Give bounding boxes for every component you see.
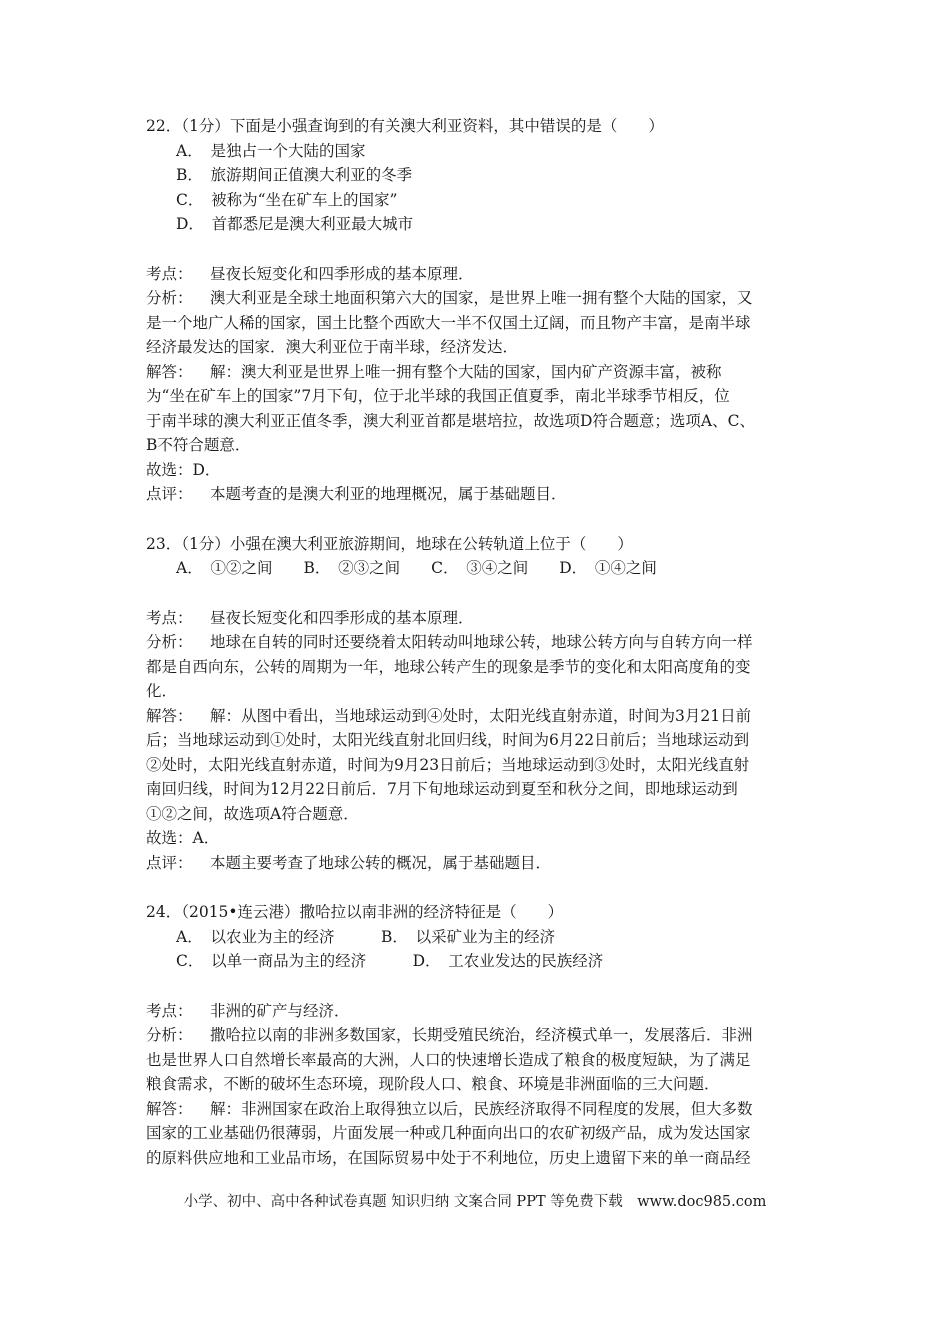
q24-options-cd: C． 以单一商品为主的经济 D． 工农业发达的民族经济 — [176, 952, 604, 970]
q24-jieda-1: 解答： 解：非洲国家在政治上取得独立以后，民族经济取得不同程度的发展，但大多数 — [146, 1099, 753, 1118]
q22-jieda-2: 为“坐在矿车上的国家”7月下旬，位于北半球的我国正值夏季，南北半球季节相反，位 — [146, 387, 730, 405]
q23-options: A． ①②之间 B． ②③之间 C． ③④之间 D． ①④之间 — [176, 559, 657, 577]
q23-jieda-3: ②处时，太阳光线直射赤道，时间为9月23日前后；当地球运动到③处时，太阳光线直射 — [146, 755, 750, 774]
page-footer: 小学、初中、高中各种试卷真题 知识归纳 文案合同 PPT 等免费下载 www.doc985.com — [183, 1194, 767, 1210]
q24-options-ab: A． 以农业为主的经济 B． 以采矿业为主的经济 — [176, 927, 556, 946]
q22-fenxi-2: 是一个地广人稀的国家，国土比整个西欧大一半不仅国土辽阔，而且物产丰富，是南半球 — [146, 313, 751, 332]
q24-stem: 24．（2015•连云港）撒哈拉以南非洲的经济特征是（ ） — [146, 903, 564, 921]
q22-fenxi-3: 经济最发达的国家．澳大利亚位于南半球，经济发达． — [146, 338, 519, 356]
q22-fenxi-1: 分析： 澳大利亚是全球土地面积第六大的国家，是世界上唯一拥有整个大陆的国家，又 — [146, 289, 753, 307]
q22-option-d: D． 首都悉尼是澳大利亚最大城市 — [176, 215, 414, 233]
document-body — [146, 114, 816, 1170]
q24-fenxi-1: 分析： 撒哈拉以南的非洲多数国家，长期受殖民统治，经济模式单一，发展落后．非洲 — [146, 1026, 753, 1044]
q23-guxuan: 故选：A． — [146, 829, 220, 847]
q22-guxuan: 故选：D． — [146, 460, 221, 479]
q22-option-a: A． 是独占一个大陆的国家 — [176, 141, 366, 160]
q24-fenxi-2: 也是世界人口自然增长率最高的大洲，人口的快速增长造成了粮食的极度短缺，为了满足 — [146, 1050, 751, 1069]
q22-jieda-4: B不符合题意． — [146, 436, 251, 454]
q22-option-b: B． 旅游期间正值澳大利亚的冬季 — [176, 166, 413, 184]
q23-kaodian: 考点： 昼夜长短变化和四季形成的基本原理． — [146, 608, 474, 627]
q22-jieda-1: 解答： 解：澳大利亚是世界上唯一拥有整个大陆的国家，国内矿产资源丰富，被称 — [146, 362, 722, 381]
q24-fenxi-3: 粮食需求，不断的破坏生态环境，现阶段人口、粮食、环境是非洲面临的三大问题． — [146, 1075, 720, 1093]
q22-option-c: C． 被称为“坐在矿车上的国家” — [176, 190, 398, 209]
q23-jieda-5: ①②之间，故选项A符合题意． — [146, 804, 359, 823]
q23-jieda-2: 后；当地球运动到①处时，太阳光线直射北回归线，时间为6月22日前后；当地球运动到 — [146, 731, 750, 749]
q23-jieda-1: 解答： 解：从图中看出，当地球运动到④处时，太阳光线直射赤道，时间为3月21日前 — [146, 706, 752, 725]
q24-jieda-2: 国家的工业基础仍很薄弱，片面发展一种或几种面向出口的农矿初级产品，成为发达国家 — [146, 1124, 751, 1142]
q22-jieda-3: 于南半球的澳大利亚正值冬季，澳大利亚首都是堪培拉，故选项D符合题意；选项A、C、 — [146, 411, 755, 430]
q23-fenxi-2: 都是自西向东，公转的周期为一年，地球公转产生的现象是季节的变化和太阳高度角的变 — [146, 657, 751, 676]
q24-jieda-3: 的原料供应地和工业品市场，在国际贸易中处于不利地位，历史上遗留下来的单一商品经 — [146, 1148, 751, 1167]
q22-stem: 22．（1分）下面是小强查询到的有关澳大利亚资料，其中错误的是（ ） — [146, 117, 664, 135]
q23-fenxi-1: 分析： 地球在自转的同时还要绕着太阳转动叫地球公转，地球公转方向与自转方向一样 — [146, 633, 753, 651]
q23-stem: 23．（1分）小强在澳大利亚旅游期间，地球在公转轨道上位于（ ） — [146, 534, 633, 553]
q22-dianping: 点评： 本题考查的是澳大利亚的地理概况，属于基础题目． — [146, 485, 567, 503]
q23-jieda-4: 南回归线，时间为12月22日前后．7月下旬地球运动到夏至和秋分之间，即地球运动到 — [146, 780, 738, 798]
q23-fenxi-3: 化． — [146, 682, 178, 700]
q22-kaodian: 考点： 昼夜长短变化和四季形成的基本原理． — [146, 264, 474, 283]
q23-dianping: 点评： 本题主要考查了地球公转的概况，属于基础题目． — [146, 853, 552, 872]
q24-kaodian: 考点： 非洲的矿产与经济． — [146, 1001, 350, 1020]
